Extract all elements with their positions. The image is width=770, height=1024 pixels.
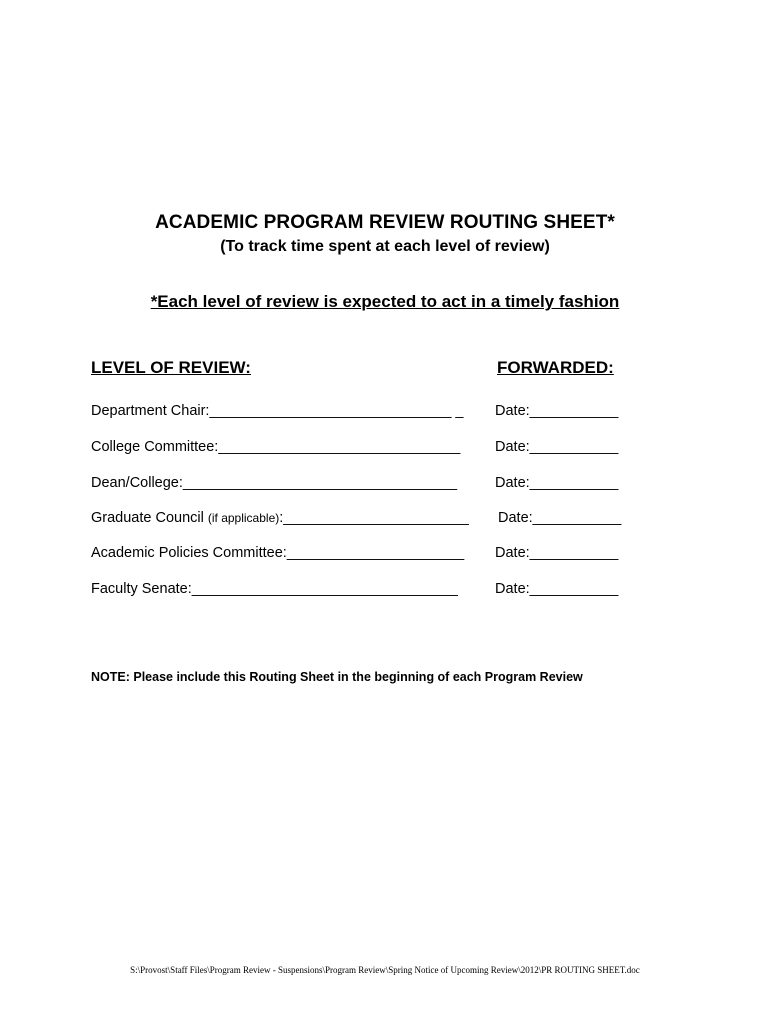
routing-row-date: Date:___________ [495,581,619,597]
routing-row-date: Date:___________ [495,403,619,419]
routing-row-department-chair [91,403,651,423]
routing-row-label: Dean/College:__________________________________ [91,475,458,491]
routing-row-date: Date:___________ [495,475,619,491]
file-path-footer: S:\Provost\Staff Files\Program Review - Suspensions\Program Review\Spring Notice of Upcoming Review\2012\PR ROUTING SHEET.doc [130,965,640,975]
routing-row-label: Department Chair:______________________________ _ [91,403,464,419]
routing-row-academic-policies-committee [91,545,651,565]
routing-row-label: College Committee:______________________________ [91,439,461,455]
routing-row-college-committee [91,439,651,459]
routing-note: NOTE: Please include this Routing Sheet in the beginning of each Program Review [91,670,583,684]
routing-row-label: Academic Policies Committee:______________________ [91,545,465,561]
routing-row-dean-college [91,475,651,495]
document-title: ACADEMIC PROGRAM REVIEW ROUTING SHEET* [155,212,615,233]
routing-row-faculty-senate [91,581,651,601]
document-subtitle: (To track time spent at each level of review) [220,238,550,255]
routing-row-date: Date:___________ [495,545,619,561]
routing-row-date: Date:___________ [495,439,619,455]
routing-row-date: Date:___________ [498,510,622,526]
applicability-note: (if applicable) [207,511,280,525]
forwarded-heading: FORWARDED: [497,358,614,377]
routing-row-label: Faculty Senate:_________________________________ [91,581,458,597]
routing-row-graduate-council [91,510,651,530]
timeliness-notice: *Each level of review is expected to act in a timely fashion [150,292,620,311]
level-of-review-heading: LEVEL OF REVIEW: [91,358,251,377]
routing-row-label: Graduate Council (if applicable):_______________________ [91,510,469,526]
